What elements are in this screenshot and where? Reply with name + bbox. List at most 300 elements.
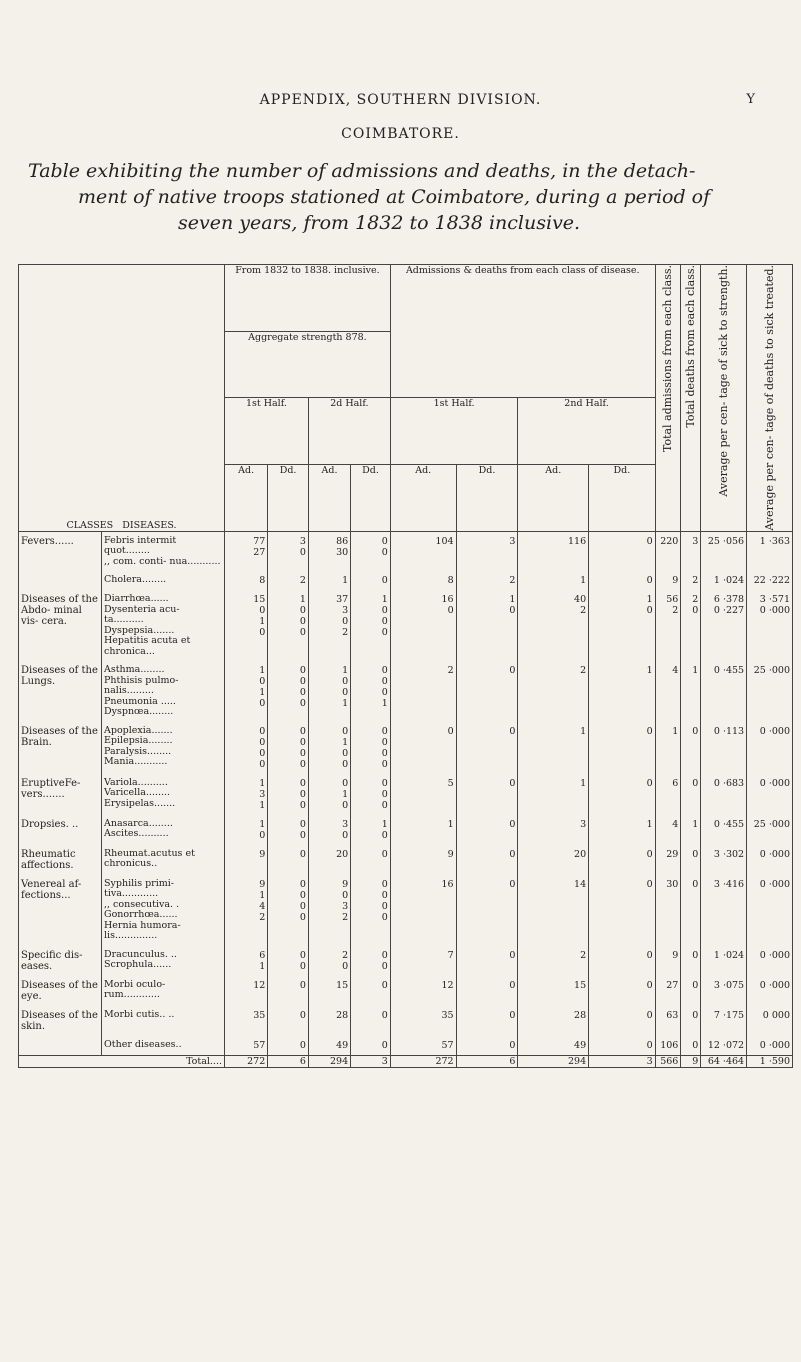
- title-line-1: Table exhibiting the number of admissions and deaths, in the detach-: [28, 160, 696, 182]
- disease-name: Cholera........: [104, 574, 167, 586]
- table-row: [19, 845, 793, 875]
- h2-ad: [308, 590, 350, 661]
- h2-dd-value: 0: [381, 979, 388, 991]
- avg-deaths: [747, 590, 793, 661]
- h1-ad: [225, 815, 268, 845]
- total-deaths-value: 0: [692, 979, 699, 991]
- h1-ad-value: 8: [259, 575, 266, 587]
- class-cell: Diseases of the Lungs.: [19, 661, 102, 722]
- h2-dd: [351, 946, 391, 976]
- total-admissions-value: 9: [672, 949, 679, 961]
- avg-sick: [701, 661, 747, 722]
- table-row: [19, 531, 793, 571]
- h1-ad: [225, 976, 268, 1006]
- adm-second-value: 1: [580, 725, 587, 737]
- total-admissions: [655, 531, 681, 571]
- h1-dd-value: 0: [299, 911, 306, 923]
- dd-header: Dd.: [589, 464, 656, 531]
- death-first: [456, 590, 518, 661]
- total-deaths: [681, 661, 701, 722]
- avg-sick: [701, 1036, 747, 1056]
- h1-dd-value: 0: [299, 736, 306, 748]
- adm-second: [518, 722, 589, 774]
- h1-dd-value: 0: [299, 848, 306, 860]
- total-deaths: [681, 722, 701, 774]
- adm-first-value: 16: [441, 878, 454, 890]
- classes-header: CLASSES: [66, 519, 114, 531]
- page-mark: Y: [746, 92, 755, 107]
- total-deaths-value: 3: [692, 535, 699, 547]
- h1-dd: [268, 571, 309, 590]
- h2-dd-value: 0: [381, 627, 388, 639]
- table-row: [19, 946, 793, 976]
- avg-deaths: [747, 976, 793, 1006]
- adm-first: [390, 1006, 456, 1036]
- title-line-2: ment of native troops stationed at Coimbatore, during a period of: [78, 186, 711, 208]
- h1-dd: [268, 590, 309, 661]
- total-admissions-value: 63: [666, 1009, 679, 1021]
- disease-cell: [102, 1006, 225, 1036]
- adm-second: [518, 976, 589, 1006]
- avg-deaths-value: 25 ·000: [753, 665, 790, 677]
- adm-first: [390, 590, 456, 661]
- disease-name: ,, com. conti- nua...........: [104, 555, 221, 567]
- h2-dd-value: 0: [381, 605, 388, 617]
- avg-sick-value: 0 ·455: [713, 665, 745, 677]
- class-cell: Diseases of the skin.: [19, 1006, 102, 1036]
- total-admissions-value: 27: [666, 979, 679, 991]
- total-deaths-value: 0: [692, 605, 699, 617]
- adm-second-value: 3: [580, 818, 587, 830]
- disease-name: Erysipelas.......: [104, 797, 176, 809]
- h2-ad: [308, 1036, 350, 1056]
- h2-dd-value: 0: [381, 848, 388, 860]
- classes-diseases-header: [19, 265, 225, 532]
- h2-ad: [308, 946, 350, 976]
- h2-ad: [308, 661, 350, 722]
- h2-dd: [351, 815, 391, 845]
- total-admissions-value: 220: [660, 535, 679, 547]
- total-admissions: [655, 946, 681, 976]
- adm-second-value: 2: [580, 949, 587, 961]
- disease-name: Anasarca........: [104, 817, 173, 829]
- admissions-header: Admissions & deaths from each class of disease.: [390, 265, 655, 398]
- h1-ad: [225, 590, 268, 661]
- h2-dd-value: 0: [381, 725, 388, 737]
- adm-first-value: 0: [447, 605, 454, 617]
- death-second: [589, 1036, 656, 1056]
- h1-dd-value: 0: [299, 616, 306, 628]
- total-admissions: [655, 1006, 681, 1036]
- h1-ad-value: 1: [259, 960, 266, 972]
- adm-first: [390, 571, 456, 590]
- h1-ad-value: 1: [259, 818, 266, 830]
- h2-dd: [351, 845, 391, 875]
- h2-ad: [308, 976, 350, 1006]
- h2-dd-value: 0: [381, 900, 388, 912]
- h2-ad-value: 49: [336, 1039, 349, 1051]
- adm-first: [390, 1036, 456, 1056]
- disease-name: Apoplexia.......: [104, 724, 173, 736]
- total-deaths-value: 0: [692, 725, 699, 737]
- death-second-value: 0: [646, 575, 653, 587]
- h1-dd-value: 0: [299, 829, 306, 841]
- h1-dd-value: 0: [299, 546, 306, 558]
- total-deaths: [681, 815, 701, 845]
- adm-second: [518, 531, 589, 571]
- h2-dd-value: 1: [381, 818, 388, 830]
- h1-dd-value: 0: [299, 777, 306, 789]
- avg-sick: [701, 571, 747, 590]
- death-first: [456, 875, 518, 946]
- avg-deaths: [747, 661, 793, 722]
- disease-cell: [102, 875, 225, 946]
- death-second-value: 0: [646, 725, 653, 737]
- death-second-value: 0: [646, 1009, 653, 1021]
- avg-deaths-value: 0 ·000: [759, 1039, 790, 1051]
- h2-ad-value: 1: [342, 698, 349, 710]
- avg-sick-value: 0 ·683: [713, 777, 745, 789]
- h1-ad-value: 0: [259, 736, 266, 748]
- death-first-value: 0: [509, 777, 516, 789]
- total-admissions: [655, 875, 681, 946]
- disease-cell: [102, 845, 225, 875]
- adm-second: [518, 590, 589, 661]
- adm-second-value: 20: [574, 848, 587, 860]
- avg-sick-header: Average per cen- tage of sick to strength.: [701, 265, 747, 532]
- adm-first-value: 7: [447, 949, 454, 961]
- adm-first: [390, 661, 456, 722]
- disease-name: Mania...........: [104, 756, 168, 768]
- death-first: [456, 1036, 518, 1056]
- total-h1dd: 6: [268, 1055, 309, 1067]
- h2-ad: [308, 571, 350, 590]
- disease-name: Varicella........: [104, 787, 171, 799]
- h2-ad-value: 2: [342, 627, 349, 639]
- death-first: [456, 976, 518, 1006]
- h1-ad-value: 35: [253, 1009, 266, 1021]
- avg-sick-value: 3 ·416: [713, 878, 745, 890]
- h2-ad: [308, 815, 350, 845]
- running-head: APPENDIX, SOUTHERN DIVISION.: [259, 92, 542, 108]
- disease-name: Hernia humora- lis..............: [104, 919, 181, 942]
- death-second: [589, 722, 656, 774]
- avg-deaths: [747, 1036, 793, 1056]
- h1-dd: [268, 774, 309, 815]
- disease-name: Dyspepsia.......: [104, 624, 175, 636]
- adm-first: [390, 976, 456, 1006]
- h1-ad-value: 0: [259, 605, 266, 617]
- adm-first-value: 1: [447, 818, 454, 830]
- h2-dd: [351, 976, 391, 1006]
- disease-name: Ascites..........: [104, 828, 169, 840]
- h2-ad-value: 0: [342, 889, 349, 901]
- h2-ad: [308, 845, 350, 875]
- total-deaths-value: 0: [692, 777, 699, 789]
- h2-dd-value: 0: [381, 747, 388, 759]
- h1-dd: [268, 875, 309, 946]
- adm-second: [518, 774, 589, 815]
- avg-sick-value: 0 ·227: [713, 605, 745, 617]
- avg-sick-value: 3 ·302: [713, 848, 745, 860]
- h1-ad-value: 0: [259, 725, 266, 737]
- title-line-3: seven years, from 1832 to 1838 inclusive.: [178, 212, 581, 234]
- h2-dd-value: 0: [381, 676, 388, 688]
- h1-dd: [268, 531, 309, 571]
- h1-dd: [268, 976, 309, 1006]
- h1-ad-value: 1: [259, 616, 266, 628]
- h2-ad-value: 3: [342, 605, 349, 617]
- disease-cell: [102, 590, 225, 661]
- disease-cell: [102, 946, 225, 976]
- class-cell: [19, 571, 102, 590]
- disease-cell: [102, 1036, 225, 1056]
- h1-dd-value: 0: [299, 687, 306, 699]
- h1-dd: [268, 722, 309, 774]
- h2-dd-value: 0: [381, 960, 388, 972]
- avg-sick-value: 3 ·075: [713, 979, 745, 991]
- h2-ad-value: 0: [342, 687, 349, 699]
- total-a2: 294: [518, 1055, 589, 1067]
- h1-dd-value: 0: [299, 676, 306, 688]
- adm-second-value: 28: [574, 1009, 587, 1021]
- h2-dd-value: 0: [381, 799, 388, 811]
- h2-ad-value: 15: [336, 979, 349, 991]
- total-deaths-value: 1: [692, 818, 699, 830]
- h1-ad: [225, 1036, 268, 1056]
- h1-ad: [225, 875, 268, 946]
- death-second-value: 1: [646, 594, 653, 606]
- adm-first: [390, 815, 456, 845]
- adm-second-value: 1: [580, 777, 587, 789]
- death-first-value: 0: [509, 665, 516, 677]
- h2-dd: [351, 774, 391, 815]
- total-deaths: [681, 1036, 701, 1056]
- death-first-value: 3: [509, 535, 516, 547]
- h2-ad: [308, 722, 350, 774]
- death-first: [456, 531, 518, 571]
- h1-dd-value: 0: [299, 1039, 306, 1051]
- death-first-value: 0: [509, 1009, 516, 1021]
- death-second: [589, 875, 656, 946]
- h2-ad-value: 3: [342, 900, 349, 912]
- table-row: [19, 1036, 793, 1056]
- h2-ad-value: 1: [342, 575, 349, 587]
- disease-name: Rheumat.acutus et chronicus..: [104, 847, 195, 870]
- adm-second-value: 2: [580, 665, 587, 677]
- adm-second-value: 116: [568, 535, 587, 547]
- disease-name: Febris intermit quot........: [104, 534, 177, 557]
- death-first-value: 0: [509, 1039, 516, 1051]
- adm-first-value: 104: [435, 535, 454, 547]
- ad-header: Ad.: [518, 464, 589, 531]
- total-admissions: [655, 815, 681, 845]
- h1-ad-value: 0: [259, 676, 266, 688]
- total-a1: 272: [390, 1055, 456, 1067]
- disease-cell: [102, 661, 225, 722]
- total-deaths: [681, 590, 701, 661]
- avg-sick-value: 0 ·113: [713, 725, 745, 737]
- disease-name: Scrophula......: [104, 959, 172, 971]
- adm-first: [390, 774, 456, 815]
- class-cell: Dropsies. ..: [19, 815, 102, 845]
- disease-name: Dyspnœa........: [104, 706, 174, 718]
- avg-deaths-value: 0 ·000: [759, 725, 790, 737]
- h2-dd: [351, 1036, 391, 1056]
- h1-dd: [268, 1036, 309, 1056]
- death-first-value: 1: [509, 594, 516, 606]
- total-deaths: [681, 571, 701, 590]
- h1-dd: [268, 946, 309, 976]
- table-body: [19, 531, 793, 1067]
- avg-deaths-value: 0 000: [762, 1009, 790, 1021]
- h1-dd-value: 0: [299, 799, 306, 811]
- h2-dd-value: 0: [381, 758, 388, 770]
- table-row: [19, 722, 793, 774]
- total-admissions: [655, 1036, 681, 1056]
- h2-dd-value: 0: [381, 911, 388, 923]
- h1-ad-value: 12: [253, 979, 266, 991]
- disease-name: Pneumonia .....: [104, 695, 176, 707]
- h1-dd-value: 0: [299, 900, 306, 912]
- death-second-value: 1: [646, 818, 653, 830]
- h1-dd-value: 0: [299, 878, 306, 890]
- h1-dd: [268, 661, 309, 722]
- table-row: [19, 590, 793, 661]
- death-second-value: 0: [646, 605, 653, 617]
- adm-first: [390, 531, 456, 571]
- disease-name: Hepatitis acuta et chronica...: [104, 635, 191, 657]
- h1-ad-value: 3: [259, 788, 266, 800]
- from-header: From 1832 to 1838. inclusive.: [225, 265, 391, 332]
- h1-ad-value: 0: [259, 747, 266, 759]
- h1-ad: [225, 1006, 268, 1036]
- death-first-value: 0: [509, 605, 516, 617]
- total-admissions: [655, 590, 681, 661]
- h1-dd-value: 0: [299, 1009, 306, 1021]
- h1-dd-value: 3: [299, 535, 306, 547]
- avg-sick-value: 12 ·072: [707, 1039, 745, 1051]
- death-second: [589, 531, 656, 571]
- total-h1ad: 272: [225, 1055, 268, 1067]
- aggregate-header: Aggregate strength 878.: [225, 331, 391, 398]
- death-first: [456, 815, 518, 845]
- total-d2: 3: [589, 1055, 656, 1067]
- disease-name: Dysenteria acu- ta..........: [104, 603, 180, 626]
- avg-sick: [701, 590, 747, 661]
- h2-dd-value: 0: [381, 878, 388, 890]
- class-cell: EruptiveFe- vers.......: [19, 774, 102, 815]
- adm-first-value: 16: [441, 594, 454, 606]
- adm-second-value: 14: [574, 878, 587, 890]
- adm-second: [518, 845, 589, 875]
- disease-cell: [102, 774, 225, 815]
- adm-second: [518, 946, 589, 976]
- disease-name: ,, consecutiva. .: [104, 898, 180, 910]
- h1-dd: [268, 1006, 309, 1036]
- total-admissions: [655, 571, 681, 590]
- total-deaths-value: 2: [692, 594, 699, 606]
- disease-name: Epilepsia........: [104, 735, 173, 747]
- disease-name: Asthma........: [104, 664, 165, 676]
- total-admissions-value: 106: [660, 1039, 679, 1051]
- death-first: [456, 661, 518, 722]
- total-deaths-value: 0: [692, 878, 699, 890]
- avg-deaths: [747, 946, 793, 976]
- h1-ad-value: 9: [259, 848, 266, 860]
- h2-ad-value: 30: [336, 546, 349, 558]
- h1-ad-value: 77: [253, 535, 266, 547]
- death-second-value: 0: [646, 777, 653, 789]
- h2-dd-value: 0: [381, 575, 388, 587]
- avg-sick: [701, 722, 747, 774]
- adm-second: [518, 661, 589, 722]
- h1-dd-value: 0: [299, 665, 306, 677]
- table-row: [19, 774, 793, 815]
- total-deaths: [681, 845, 701, 875]
- avg-deaths-value: 0 ·000: [759, 777, 790, 789]
- adm-first: [390, 946, 456, 976]
- total-admissions: [655, 661, 681, 722]
- avg-deaths: [747, 815, 793, 845]
- class-cell: Fevers......: [19, 531, 102, 571]
- class-cell: Diseases of the Brain.: [19, 722, 102, 774]
- avg-sick: [701, 1006, 747, 1036]
- h1-dd-value: 1: [299, 594, 306, 606]
- total-admissions-value: 1: [672, 725, 679, 737]
- avg-deaths: [747, 774, 793, 815]
- h1-ad-value: 57: [253, 1039, 266, 1051]
- first-half-header: 1st Half.: [225, 398, 309, 465]
- avg-deaths-value: 0 ·000: [759, 979, 790, 991]
- h2-ad: [308, 531, 350, 571]
- total-label: Total....: [19, 1055, 225, 1067]
- death-first-value: 2: [509, 575, 516, 587]
- avg-sick: [701, 875, 747, 946]
- adm-second-value: 49: [574, 1039, 587, 1051]
- h1-dd-value: 2: [299, 575, 306, 587]
- adm-first-value: 35: [441, 1009, 454, 1021]
- adm-first: [390, 722, 456, 774]
- h1-ad-value: 1: [259, 777, 266, 789]
- death-second-value: 1: [646, 665, 653, 677]
- adm-first-value: 57: [441, 1039, 454, 1051]
- death-first-value: 0: [509, 725, 516, 737]
- h2-ad: [308, 1006, 350, 1036]
- h2-dd-value: 1: [381, 698, 388, 710]
- h2-ad-value: 2: [342, 949, 349, 961]
- death-second-value: 0: [646, 949, 653, 961]
- ad-header: Ad.: [225, 464, 268, 531]
- adm-first-value: 0: [447, 725, 454, 737]
- ad-header: Ad.: [390, 464, 456, 531]
- total-deaths: [681, 531, 701, 571]
- disease-name: Diarrhœa......: [104, 593, 169, 605]
- disease-cell: [102, 722, 225, 774]
- avg-sick-value: 6 ·378: [713, 594, 745, 606]
- avg-sick: [701, 774, 747, 815]
- table-row: [19, 571, 793, 590]
- adm-first-value: 12: [441, 979, 454, 991]
- total-admissions: [655, 722, 681, 774]
- h2-dd: [351, 661, 391, 722]
- avg-sick: [701, 531, 747, 571]
- death-second: [589, 845, 656, 875]
- total-pd: 1 ·590: [747, 1055, 793, 1067]
- h1-ad: [225, 774, 268, 815]
- h1-ad-value: 1: [259, 889, 266, 901]
- h2-dd-value: 0: [381, 777, 388, 789]
